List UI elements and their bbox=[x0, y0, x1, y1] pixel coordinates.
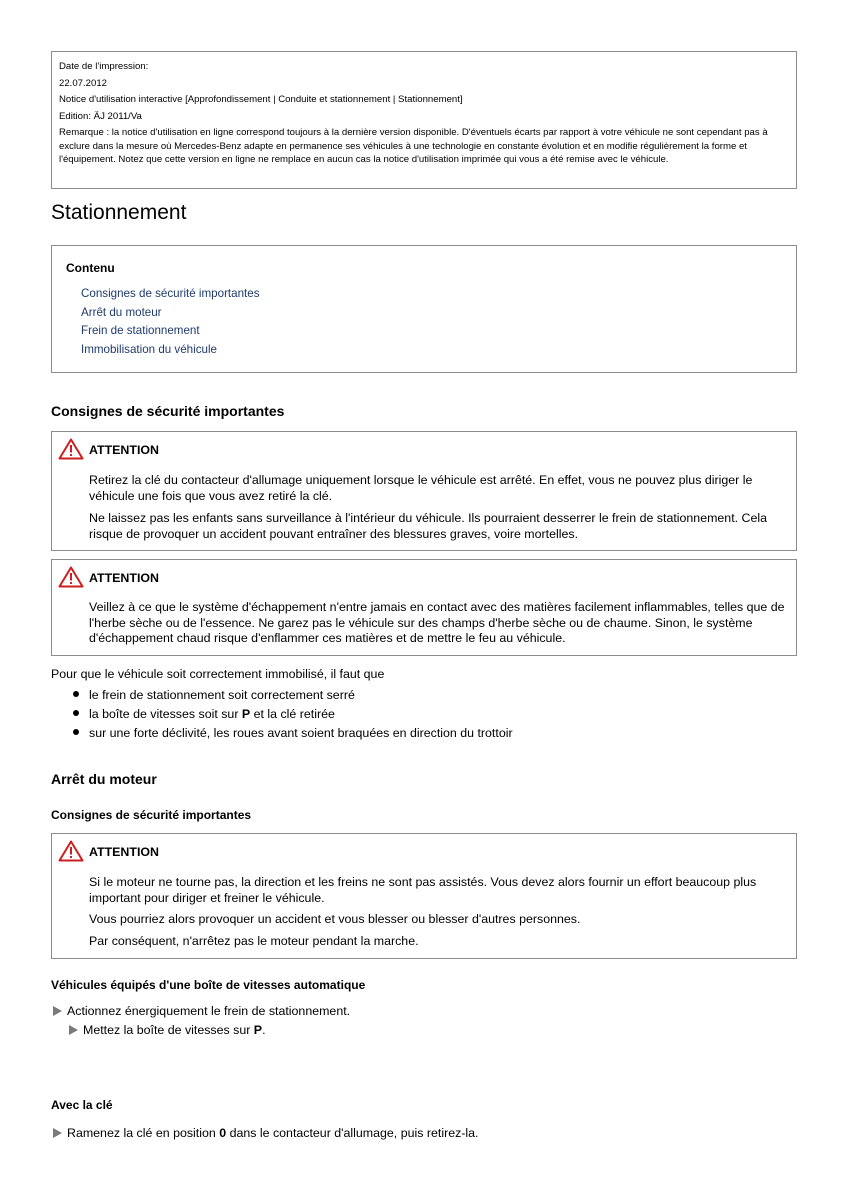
subheading-safety: Consignes de sécurité importantes bbox=[51, 808, 252, 822]
warning-triangle-icon bbox=[58, 438, 84, 460]
instruction-step: Mettez la boîte de vitesses sur P. bbox=[83, 1023, 266, 1037]
subheading-automatic: Véhicules équipés d'une boîte de vitesses automatique bbox=[51, 978, 366, 992]
print-info-box bbox=[51, 51, 797, 189]
remark-text: Remarque : la notice d'utilisation en ligne correspond toujours à la dernière version disponible. D'éventuels écarts par rapport à votre véhicule ne sont cependant pas à exclure dans la mesure où Mercedes-Benz adapte en permanence ses véhicules à une technologie en constante évolution et en modifie régulièrement la forme et l'équipement. Notez que cette version en ligne ne remplace en aucun cas la notice d'utilisation imprimée qui vous a été remise avec le véhicule. bbox=[59, 127, 768, 165]
section-heading-engine-stop: Arrêt du moteur bbox=[51, 771, 157, 787]
list-item: la boîte de vitesses soit sur P et la clé retirée bbox=[89, 707, 335, 721]
subheading-key: Avec la clé bbox=[51, 1098, 113, 1112]
list-item: le frein de stationnement soit correctement serré bbox=[89, 688, 355, 702]
edition: Edition: ÄJ 2011/Va bbox=[59, 111, 142, 122]
bullet-dot bbox=[73, 691, 79, 697]
bullet-dot bbox=[73, 729, 79, 735]
warning-triangle-icon bbox=[58, 840, 84, 862]
warning-title: ATTENTION bbox=[89, 443, 159, 457]
list-item: sur une forte déclivité, les roues avant soient braquées en direction du trottoir bbox=[89, 726, 513, 740]
warning-text: Ne laissez pas les enfants sans surveillance à l'intérieur du véhicule. Ils pourraient desserrer le frein de stationnement. Cela risque de provoquer un accident pouvant entraîner des blessures graves, voire mortelles. bbox=[89, 511, 768, 541]
page-title: Stationnement bbox=[51, 201, 187, 224]
warning-box bbox=[51, 431, 797, 551]
warning-title: ATTENTION bbox=[89, 845, 159, 859]
warning-triangle-icon bbox=[58, 566, 84, 588]
section-heading-safety: Consignes de sécurité importantes bbox=[51, 403, 285, 419]
toc-link-safety[interactable]: Consignes de sécurité importantes bbox=[81, 287, 260, 300]
immobilisation-intro: Pour que le véhicule soit correctement immobilisé, il faut que bbox=[51, 667, 385, 681]
step-arrow-icon bbox=[69, 1025, 78, 1035]
step-arrow-icon bbox=[53, 1006, 62, 1016]
instruction-step: Actionnez énergiquement le frein de stationnement. bbox=[67, 1004, 351, 1018]
print-date-label: Date de l'impression: bbox=[59, 61, 149, 72]
contents-caption: Contenu bbox=[66, 261, 115, 275]
manual-path: Notice d'utilisation interactive [Approfondissement | Conduite et stationnement | Stationnement] bbox=[59, 94, 463, 105]
warning-text: Par conséquent, n'arrêtez pas le moteur pendant la marche. bbox=[89, 934, 419, 948]
warning-text: Veillez à ce que le système d'échappement n'entre jamais en contact avec des matières facilement inflammables, telles que de l'herbe sèche ou de l'essence. Ne garez pas le véhicule sur des champs d'herbe sèche ou de chaume. Sinon, le système d'échappement chaud risque d'enflammer ces matières et de mettre le feu au véhicule. bbox=[89, 600, 785, 646]
print-date: 22.07.2012 bbox=[59, 78, 108, 89]
warning-text: Vous pourriez alors provoquer un accident et vous blesser ou blesser d'autres personnes. bbox=[89, 912, 581, 926]
toc-link-parking-brake[interactable]: Frein de stationnement bbox=[81, 324, 200, 337]
warning-text: Retirez la clé du contacteur d'allumage uniquement lorsque le véhicule est arrêté. En effet, vous ne pouvez plus diriger le véhicule une fois que vous avez retiré la clé. bbox=[89, 473, 753, 503]
contents-box bbox=[51, 245, 797, 373]
step-arrow-icon bbox=[53, 1128, 62, 1138]
warning-box bbox=[51, 833, 797, 959]
instruction-step: Ramenez la clé en position 0 dans le contacteur d'allumage, puis retirez-la. bbox=[67, 1126, 479, 1140]
warning-text: Si le moteur ne tourne pas, la direction et les freins ne sont pas assistés. Vous devez alors fournir un effort beaucoup plus important pour diriger et freiner le véhicule. bbox=[89, 875, 757, 905]
warning-title: ATTENTION bbox=[89, 571, 159, 585]
toc-link-engine-stop[interactable]: Arrêt du moteur bbox=[81, 306, 162, 319]
toc-link-immobilisation[interactable]: Immobilisation du véhicule bbox=[81, 343, 217, 356]
bullet-dot bbox=[73, 710, 79, 716]
warning-box bbox=[51, 559, 797, 656]
